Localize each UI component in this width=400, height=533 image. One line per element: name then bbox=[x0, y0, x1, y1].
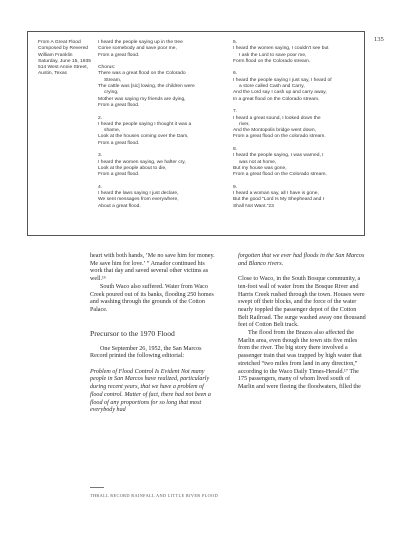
poem-line: Chorus: bbox=[98, 65, 116, 71]
poem-column-right bbox=[233, 40, 361, 216]
poem-stanza bbox=[98, 40, 218, 59]
poem-stanza bbox=[233, 185, 361, 210]
body-column-right bbox=[238, 253, 366, 392]
poem-stanza bbox=[98, 116, 218, 147]
poem-line: 2. bbox=[98, 115, 103, 121]
poem-line: Shall Not Want.”23 bbox=[233, 203, 274, 209]
body-paragraph: One September 26, 1952, the San Marcos Record printed the following editorial: bbox=[90, 345, 202, 360]
credit-line: 514 West Annie Street, bbox=[38, 65, 88, 71]
body-paragraph: The flood from the Brazos also affected the Marlin area, even though the town sits five miles from the river. The big story there involved a passenger train that was trapped by high water that stretched “two miles from land in any direction,” according to the Waco Daily Times-Herald.¹⁷ The 175 passengers, many of whom lived south of Marlin and were fleeing the floodwaters, filled the bbox=[238, 330, 362, 390]
poem-line: About a great flood. bbox=[98, 203, 141, 209]
credit-line: From A Great Flood bbox=[38, 40, 81, 45]
credit-line: William Franklin bbox=[38, 52, 73, 58]
running-footer: THRALL RECORD RAINFALL AND LITTLE RIVER FLOOD bbox=[90, 493, 219, 498]
poem-line: 6. bbox=[233, 71, 238, 77]
poem-line: I heard a woman say, all I have is gone, bbox=[233, 191, 319, 197]
poem-line: 7. bbox=[233, 109, 238, 115]
poem-line: 5. bbox=[233, 40, 238, 45]
poem-line: There was a great flood on the Colorado bbox=[98, 71, 186, 77]
poem-line: But my house was gone, bbox=[233, 165, 287, 171]
body-paragraph: Close to Waco, in the South Bosque community, a ten-foot wall of water from the Bosque River and Harris Creek rushed through the town. Houses were swept off their blocks, and the force of the water nearly toppled the passenger depot of the Cotton Belt Railroad. The surge washed away one thousand feet of Cotton Belt track. bbox=[238, 276, 366, 329]
poem-line: Form flood on the Colorado stream. bbox=[233, 58, 311, 64]
poem-line: From a great flood. bbox=[98, 140, 140, 146]
poem-line: From a great flood. bbox=[98, 102, 140, 108]
poem-line: I heard the people saying I just say, I heard of bbox=[233, 77, 332, 83]
poem-stanza bbox=[98, 65, 218, 109]
poem-line: I heard the laws saying I just declare, bbox=[98, 191, 179, 197]
poem-line: Stream, bbox=[104, 77, 122, 83]
body-paragraph: heart with both hands, ‘Me no save him for money. Me save him for love.’ ” Amador continued his work that day and saved several other victims as well.¹⁶ bbox=[90, 253, 215, 283]
poem-line: And the Montopolis bridge went down, bbox=[233, 128, 316, 134]
poem-line: I heard the women saying, I couldn't see but bbox=[233, 46, 329, 52]
poem-line: Mother was saying my friends are dying, bbox=[98, 96, 186, 102]
poem-line: Come somebody and save poor me, bbox=[98, 46, 177, 52]
poem-stanza bbox=[233, 40, 361, 65]
poem-line: Look at the people about to die, bbox=[98, 165, 167, 171]
poem-stanza bbox=[233, 147, 361, 178]
poem-line: But the good “Lord Is My Shepheard and I bbox=[233, 197, 325, 203]
poem-line: 8. bbox=[233, 147, 238, 153]
poem-line: From a great flood on the colorado stream. bbox=[233, 134, 326, 140]
poem-line: From a great flood. bbox=[98, 172, 140, 178]
poem-stanza bbox=[233, 71, 361, 102]
poem-line: river, bbox=[239, 121, 250, 127]
poem-line: I heard a great sound, I looked down the bbox=[233, 115, 321, 121]
body-column-left bbox=[90, 253, 216, 415]
poem-stanza bbox=[98, 153, 218, 178]
poem-stanza bbox=[98, 185, 218, 210]
poem-credit bbox=[38, 40, 96, 78]
poem-line: From a great flood on the Colorado stream. bbox=[233, 172, 327, 178]
poem-line: was not at home, bbox=[239, 159, 277, 165]
editorial-quote-continued: forgotten that we ever had floods in the San Marcos and Blanco rivers. bbox=[238, 253, 365, 267]
credit-line: Austin, Texas bbox=[38, 71, 67, 77]
poem-line: 3. bbox=[98, 153, 103, 159]
poem-line: In a great flood on the Colorado stream. bbox=[233, 96, 320, 102]
poem-line: crying, bbox=[104, 90, 119, 96]
page-number: 135 bbox=[374, 36, 384, 43]
poem-line: I heard the people saying up in the tree bbox=[98, 40, 183, 45]
poem-line: shame, bbox=[104, 128, 121, 134]
editorial-quote: Problem of Flood Control Is Evident Not many people in San Marcos have realized, particularly during recent years, that we have a problem of flood control. Matter of fact, there had not been a flood of any proportions for so long that most everybody had bbox=[90, 368, 211, 414]
section-heading: Precursor to the 1970 Flood bbox=[90, 328, 175, 338]
poem-column-left bbox=[98, 40, 218, 216]
footer-rule bbox=[90, 487, 104, 488]
poem-line: From a great flood. bbox=[98, 52, 140, 58]
poem-sidebar-box bbox=[27, 31, 365, 236]
poem-line: 4. bbox=[98, 184, 103, 190]
body-paragraph: South Waco also suffered. Water from Waco Creek poured out of its banks, flooding 250 homes and washing through the grounds of the Cotton Palace. bbox=[90, 283, 214, 313]
poem-line: I heard the women saying, we hafter cry, bbox=[98, 159, 186, 165]
poem-stanza bbox=[233, 109, 361, 140]
poem-line: Look at the houses coming over the Dam, bbox=[98, 134, 189, 140]
poem-line: The cattle was [sic] lowing, the children were bbox=[98, 84, 195, 90]
poem-line: a store called Cash and Carry, bbox=[239, 84, 305, 90]
poem-line: I ask the Lord to save poor me, bbox=[239, 52, 307, 58]
poem-line: And the Lord say I cash up and carry away, bbox=[233, 90, 327, 96]
poem-line: I heard the people saying, I was warned, I bbox=[233, 153, 324, 159]
poem-line: We sent messages from everywhere, bbox=[98, 197, 179, 203]
credit-line: Saturday, June 15, 1935 bbox=[38, 58, 91, 64]
credit-line: Composed by Revered bbox=[38, 46, 89, 52]
poem-line: I heard the people saying I thought it was a bbox=[98, 121, 192, 127]
poem-line: 9. bbox=[233, 184, 238, 190]
